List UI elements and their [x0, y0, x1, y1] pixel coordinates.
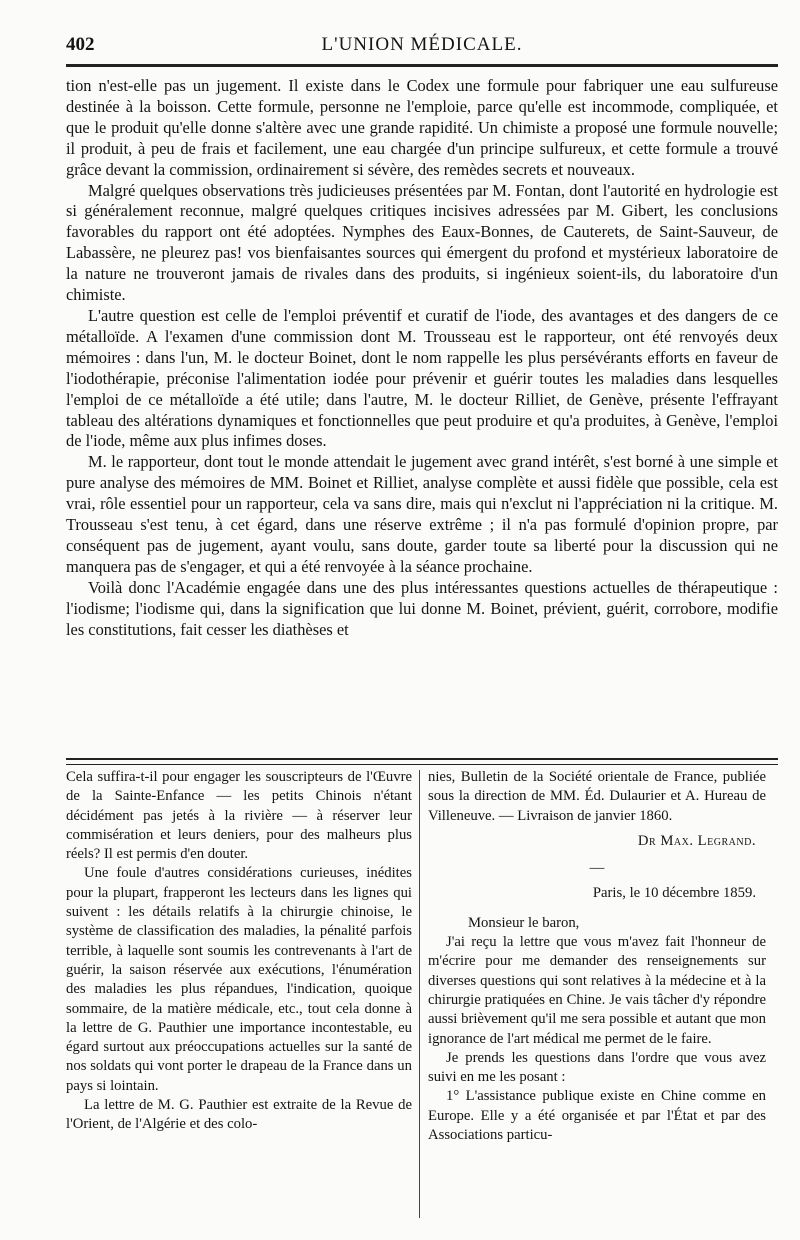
letter-paragraph: 1° L'assistance publique existe en Chine comme en Europe. Elle y a été organisée et par l'État et par des Associations particu-: [428, 1088, 766, 1144]
feuilleton-separator-rule: [66, 758, 778, 765]
author-signature: Dr Max. Legrand.: [637, 832, 756, 849]
article-paragraph: Voilà donc l'Académie engagée dans une des plus intéressantes questions actuelles de thérapeutique : l'iodisme; l'iodisme qui, dans la signification que lui donne M. Boinet, prévient, guérit, corrobore, modifie les constitutions, fait cesser les diathèses et: [66, 577, 778, 639]
article-paragraph: M. le rapporteur, dont tout le monde attendait le jugement avec grand intérêt, s'est borné à une simple et pure analyse des mémoires de MM. Boinet et Rilliet, analyse complète et aussi fidèle que possible, cela est vrai, rôle essentiel pour un rapporteur, cela va sans dire, mais qui n'exclut ni l'appréciation ni la critique. M. Trousseau s'est tenu, à cet égard, dans une réserve extrême ; il n'a pas formulé d'opinion propre, par conséquent pas de jugement, ayant voulu, sans doute, garder toute sa liberté pour la discussion qui ne manquera pas de s'engager, et qui a été renvoyée à la séance prochaine.: [66, 452, 778, 576]
feuilleton-right-column: [428, 768, 766, 1145]
main-article: [66, 76, 778, 640]
column-paragraph: Cela suffira-t-il pour engager les souscripteurs de l'Œuvre de la Sainte-Enfance — les petits Chinois n'étant décidément pas jetés à la rivière — à réserver leur commisération et leurs deniers, pour des malheurs plus réels? Il est permis d'en douter.: [66, 769, 412, 863]
column-continuation: nies, Bulletin de la Société orientale de France, publiée sous la direction de MM. Éd. Dulaurier et A. Hureau de Villeneuve. — Livraison de janvier 1860.: [428, 769, 766, 824]
feuilleton-left-column: [66, 768, 412, 1135]
page-number: 402: [66, 34, 95, 55]
page-header: [66, 30, 778, 67]
article-paragraph: L'autre question est celle de l'emploi préventif et curatif de l'iode, des avantages et des dangers de ce métalloïde. A l'examen d'une commission dont M. Trousseau est le rapporteur, ont été renvoyés deux mémoires : dans l'un, M. le docteur Boinet, dont le nom rappelle les plus persévérants efforts en faveur de l'iodothérapie, préconise l'alimentation iodée pour prévenir et guérir toutes les maladies dans lesquelles l'emploi de ce métalloïde a été utile; dans l'autre, M. le docteur Rilliet, de Genève, présente l'effrayant tableau des altérations dynamiques et fonctionnelles que peut produire et qu'a produites, à Genève, l'emploi de l'iode, même aux plus infimes doses.: [66, 305, 778, 451]
letter-dateline: Paris, le 10 décembre 1859.: [592, 885, 756, 902]
letter-paragraph: J'ai reçu la lettre que vous m'avez fait l'honneur de m'écrire pour me demander des renseignements sur diverses questions qui sont relatives à la médecine et à la chirurgie pratiquées en Chine. Je vais tâcher d'y répondre aussi brièvement qu'il me sera possible et autant que mon ignorance de l'art médical me permet de le faire.: [428, 934, 766, 1047]
column-paragraph: La lettre de M. G. Pauthier est extraite de la Revue de l'Orient, de l'Algérie et des colo-: [66, 1097, 412, 1133]
letter-paragraph: Je prends les questions dans l'ordre que vous avez suivi en me les posant :: [428, 1049, 766, 1086]
column-divider: [419, 770, 420, 1218]
column-paragraph: Une foule d'autres considérations curieuses, inédites pour la plupart, frapperont les lecteurs dans les lignes qui suivent : les détails relatifs à la chirurgie chinoise, le système de classification des maladies, la pénalité parfois terrible, à laquelle sont soumis les contrevenants à l'art de guérir, la saison réservée aux exécutions, l'énumération des maladies les plus répandues, l'indication, quoique sommaire, de la matière médicale, etc., tout cela donne à la lettre de G. Pauthier une importance incontestable, eu égard surtout aux préoccupations actuelles sur la santé de nos soldats qui vont porter le drapeau de la France dans un pays si lointain.: [66, 865, 412, 1094]
letter-salutation: Monsieur le baron,: [468, 914, 580, 931]
article-paragraph: Malgré quelques observations très judicieuses présentées par M. Fontan, dont l'autorité en hydrologie est si généralement reconnue, malgré quelques critiques incisives adressées par M. Gibert, les conclusions favorables du rapport ont été adoptées. Nymphes des Eaux-Bonnes, de Cauterets, de Saint-Sauveur, de Labassère, ne pleurez pas! vos bienfaisantes sources qui émergent du profond et mystérieux laboratoire de la nature ne trouveront jamais de rivales dans des produits, si ingénieux soient-ils, du laboratoire d'un chimiste.: [66, 180, 778, 305]
article-paragraph: tion n'est-elle pas un jugement. Il existe dans le Codex une formule pour fabriquer une eau sulfureuse destinée à la boisson. Cette formule, personne ne l'emploie, parce qu'elle est incommode, compliquée, et que le produit qu'elle donne s'altère avec une grande rapidité. Un chimiste a proposé une formule nouvelle; il produit, à peu de frais et facilement, une eau chargée d'un principe sulfureux, et cette formule a trouvé grâce devant la commission, ordinairement si sévère, des remèdes secrets et nouveaux.: [66, 76, 778, 179]
running-title: L'UNION MÉDICALE.: [321, 34, 523, 55]
section-separator: —: [589, 860, 605, 877]
